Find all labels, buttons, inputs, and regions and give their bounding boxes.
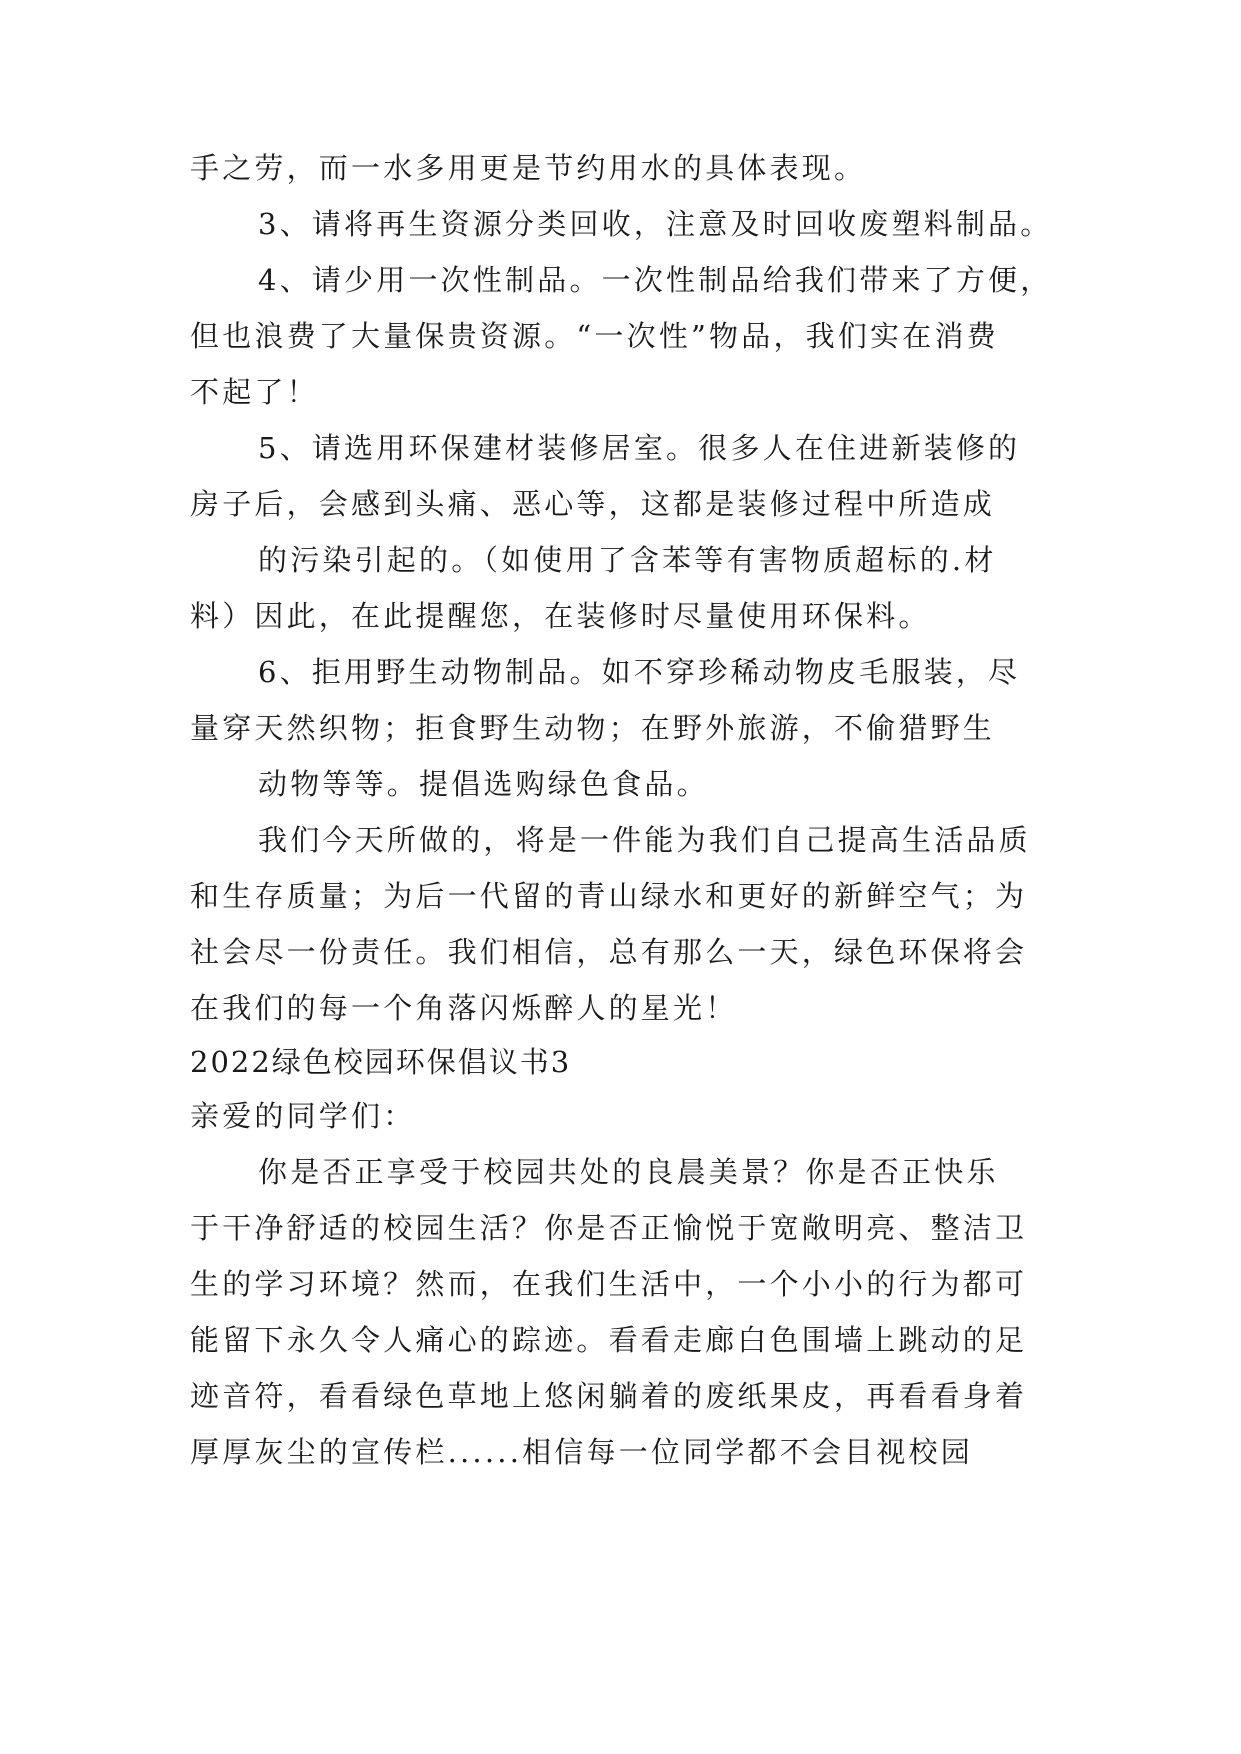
text-line: 房子后，会感到头痛、恶心等，这都是装修过程中所造成 xyxy=(190,487,996,521)
section-heading: 2022绿色校园环保倡议书3 xyxy=(190,1045,572,1079)
text-line: 我们今天所做的，将是一件能为我们自己提高生活品质 xyxy=(258,823,1031,857)
text-line: 在我们的每一个角落闪烁醉人的星光！ xyxy=(190,991,738,1025)
text-line: 生的学习环境？然而，在我们生活中，一个小小的行为都可 xyxy=(190,1267,1028,1301)
text-line: 厚厚灰尘的宣传栏......相信每一位同学都不会目视校园 xyxy=(190,1435,973,1469)
text-line: 社会尽一份责任。我们相信，总有那么一天，绿色环保将会 xyxy=(190,935,1028,969)
text-line: 4、请少用一次性制品。一次性制品给我们带来了方便， xyxy=(258,263,1053,297)
text-line: 你是否正享受于校园共处的良晨美景？你是否正快乐 xyxy=(258,1155,999,1189)
text-line: 料）因此，在此提醒您，在装修时尽量使用环保料。 xyxy=(190,599,931,633)
text-line: 手之劳，而一水多用更是节约用水的具体表现。 xyxy=(190,151,867,185)
text-line: 6、拒用野生动物制品。如不穿珍稀动物皮毛服装，尽 xyxy=(258,655,1021,689)
text-line: 量穿天然织物；拒食野生动物；在野外旅游，不偷猎野生 xyxy=(190,711,996,745)
text-line: 3、请将再生资源分类回收，注意及时回收废塑料制品。 xyxy=(258,207,1053,241)
text-line: 迹音符，看看绿色草地上悠闲躺着的废纸果皮，再看看身着 xyxy=(190,1379,1028,1413)
text-line: 但也浪费了大量保贵资源。“一次性”物品，我们实在消费 xyxy=(190,319,999,353)
text-line: 不起了！ xyxy=(190,375,319,409)
text-line: 5、请选用环保建材装修居室。很多人在住进新装修的 xyxy=(258,431,1021,465)
text-line: 的污染引起的。（如使用了含苯等有害物质超标的.材 xyxy=(258,543,997,577)
text-line: 能留下永久令人痛心的踪迹。看看走廊白色围墙上跳动的足 xyxy=(190,1323,1028,1357)
salutation: 亲爱的同学们： xyxy=(190,1099,416,1133)
text-line: 于干净舒适的校园生活？你是否正愉悦于宽敞明亮、整洁卫 xyxy=(190,1211,1028,1245)
text-line: 动物等等。提倡选购绿色食品。 xyxy=(258,767,709,801)
text-line: 和生存质量；为后一代留的青山绿水和更好的新鲜空气；为 xyxy=(190,879,1028,913)
